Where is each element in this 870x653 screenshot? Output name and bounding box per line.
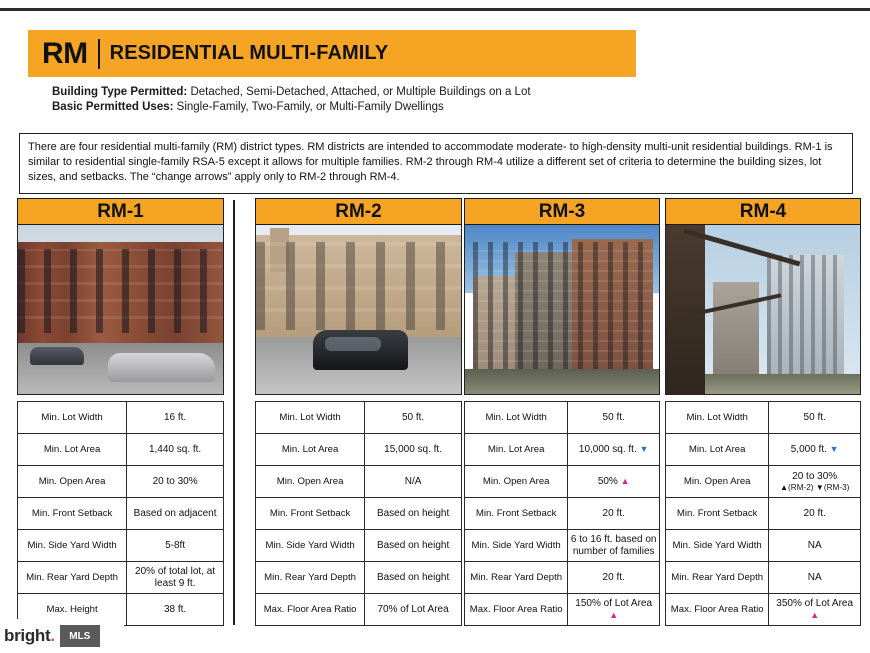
spec-value	[769, 594, 861, 626]
spec-label: Min. Lot Width	[666, 402, 769, 434]
parked-car-silver	[108, 353, 215, 382]
table-row	[256, 530, 462, 562]
spec-value: 38 ft.	[127, 594, 224, 626]
description-text: There are four residential multi-family (RM) district types. RM districts are intended to accommodate moderate- to high-density multi-unit residential buildings. RM-1 is similar to residential single-family RSA-5 except it allows for multiple families. RM-2 through RM-4 utilize a different set of criteria to determine the building sizes, lot sizes, and setbacks. The “change arrows” apply only to RM-2 through RM-4.	[28, 141, 833, 184]
increase-arrow-icon: ▲	[620, 475, 630, 486]
spec-label: Min. Front Setback	[256, 498, 365, 530]
spec-value-text: 20 to 30%	[792, 470, 838, 482]
spec-label: Min. Open Area	[18, 466, 127, 498]
permitted-uses-value: Single-Family, Two-Family, or Multi-Family Dwellings	[173, 101, 444, 113]
spec-value: 20 ft.	[568, 498, 660, 530]
parked-car-dark	[30, 347, 83, 366]
spec-value: Based on adjacent	[127, 498, 224, 530]
spec-value-text: 150% of Lot Area	[575, 597, 653, 609]
table-row	[256, 466, 462, 498]
apartment-block-with-van-photo	[255, 225, 462, 395]
arrow-comparison-note: ▲(RM-2) ▼(RM-3)	[779, 482, 850, 492]
spec-label: Min. Front Setback	[465, 498, 568, 530]
spec-label: Min. Rear Yard Depth	[18, 562, 127, 594]
spec-label: Min. Front Setback	[18, 498, 127, 530]
mid-rise-towers-photo	[464, 225, 660, 395]
spec-table-rm-1	[17, 401, 224, 626]
spec-value: NA	[769, 530, 861, 562]
spec-label: Max. Height	[18, 594, 127, 626]
spec-value: NA	[769, 562, 861, 594]
district-banner	[28, 30, 636, 77]
table-row	[666, 466, 861, 498]
description-box	[19, 133, 853, 194]
spec-value: 20 to 30%	[127, 466, 224, 498]
district-column-rm-2	[255, 198, 462, 626]
table-row	[666, 498, 861, 530]
parked-van	[313, 330, 407, 371]
spec-label: Max. Floor Area Ratio	[256, 594, 365, 626]
table-row	[18, 498, 224, 530]
spec-value-text: 5,000 ft.	[790, 443, 827, 455]
table-row	[256, 594, 462, 626]
background-building	[713, 282, 760, 373]
spec-table-rm-3	[464, 401, 660, 626]
table-row	[666, 402, 861, 434]
window-pattern	[18, 249, 223, 334]
spec-value: 5-8ft	[127, 530, 224, 562]
window-pattern	[473, 242, 653, 370]
table-row	[666, 562, 861, 594]
spec-value-text: 10,000 sq. ft.	[578, 443, 637, 455]
spec-label: Min. Side Yard Width	[465, 530, 568, 562]
table-row	[666, 434, 861, 466]
building-type-label: Building Type Permitted:	[52, 86, 188, 98]
table-row	[18, 402, 224, 434]
spec-label: Min. Lot Area	[256, 434, 365, 466]
spec-value: 1,440 sq. ft.	[127, 434, 224, 466]
table-row	[256, 562, 462, 594]
table-row	[256, 498, 462, 530]
spec-label: Min. Lot Area	[666, 434, 769, 466]
table-row	[465, 498, 660, 530]
column-heading-rm-4: RM-4	[665, 198, 861, 225]
spec-value: 20 ft.	[568, 562, 660, 594]
banner-divider	[98, 39, 100, 69]
permitted-uses-label: Basic Permitted Uses:	[52, 101, 174, 113]
watermark	[0, 619, 124, 653]
permitted-uses-line	[52, 101, 752, 113]
decrease-arrow-icon: ▼	[639, 443, 649, 454]
table-row	[18, 466, 224, 498]
spec-table-rm-4	[665, 401, 861, 626]
spec-value: 50 ft.	[365, 402, 462, 434]
building-type-value: Detached, Semi-Detached, Attached, or Multiple Buildings on a Lot	[187, 86, 531, 98]
high-rise-building	[767, 255, 845, 373]
district-code: RM	[42, 36, 88, 70]
district-column-rm-3	[464, 198, 660, 626]
district-column-rm-1	[17, 198, 224, 626]
decrease-arrow-icon: ▼	[829, 443, 839, 454]
spec-value: 20 ft.	[769, 498, 861, 530]
spec-label: Min. Lot Width	[256, 402, 365, 434]
spec-label: Max. Floor Area Ratio	[465, 594, 568, 626]
spec-value: 15,000 sq. ft.	[365, 434, 462, 466]
spec-label: Min. Side Yard Width	[18, 530, 127, 562]
spec-value	[769, 434, 861, 466]
spec-value-text: 50%	[597, 475, 618, 487]
spec-value: 16 ft.	[127, 402, 224, 434]
spec-value: 70% of Lot Area	[365, 594, 462, 626]
spec-label: Min. Open Area	[465, 466, 568, 498]
spec-value: N/A	[365, 466, 462, 498]
column-heading-rm-1: RM-1	[17, 198, 224, 225]
watermark-badge: MLS	[60, 625, 100, 647]
spec-value: Based on height	[365, 530, 462, 562]
column-heading-rm-2: RM-2	[255, 198, 462, 225]
spec-value: 20% of total lot, at least 9 ft.	[127, 562, 224, 594]
spec-value: 50 ft.	[568, 402, 660, 434]
district-title: RESIDENTIAL MULTI-FAMILY	[109, 42, 389, 64]
spec-value	[769, 466, 861, 498]
table-row	[666, 594, 861, 626]
table-row	[18, 562, 224, 594]
tree-trunk	[666, 225, 705, 394]
table-row	[465, 466, 660, 498]
high-rise-tower-photo	[665, 225, 861, 395]
permitted-info	[52, 86, 752, 116]
window-pattern	[256, 242, 461, 330]
table-row	[18, 434, 224, 466]
spec-label: Min. Lot Width	[465, 402, 568, 434]
spec-value	[568, 434, 660, 466]
spec-label: Min. Lot Area	[465, 434, 568, 466]
spec-label: Min. Open Area	[256, 466, 365, 498]
spec-label: Min. Side Yard Width	[666, 530, 769, 562]
spec-table-rm-2	[255, 401, 462, 626]
spec-value	[568, 594, 660, 626]
spec-label: Min. Rear Yard Depth	[666, 562, 769, 594]
table-row	[18, 530, 224, 562]
watermark-brand	[0, 626, 55, 646]
spec-label: Min. Front Setback	[666, 498, 769, 530]
spec-label: Min. Open Area	[666, 466, 769, 498]
spec-label: Min. Side Yard Width	[256, 530, 365, 562]
spec-label: Min. Lot Width	[18, 402, 127, 434]
spec-value: 6 to 16 ft. based on number of families	[568, 530, 660, 562]
spec-value: Based on height	[365, 498, 462, 530]
table-row	[256, 402, 462, 434]
watermark-dot: .	[50, 626, 55, 645]
spec-label: Min. Rear Yard Depth	[256, 562, 365, 594]
spec-value: 50 ft.	[769, 402, 861, 434]
increase-arrow-icon: ▲	[609, 609, 619, 620]
building-type-line	[52, 86, 752, 98]
watermark-brand-text: bright	[4, 626, 51, 645]
table-row	[465, 562, 660, 594]
table-row	[465, 530, 660, 562]
increase-arrow-icon: ▲	[810, 609, 820, 620]
column-heading-rm-3: RM-3	[464, 198, 660, 225]
table-row	[666, 530, 861, 562]
district-column-rm-4	[665, 198, 861, 626]
table-row	[465, 402, 660, 434]
spec-label: Min. Rear Yard Depth	[465, 562, 568, 594]
spec-value-text: 350% of Lot Area	[776, 597, 854, 609]
spec-label: Min. Lot Area	[18, 434, 127, 466]
column-separator	[233, 200, 235, 625]
spec-label: Max. Floor Area Ratio	[666, 594, 769, 626]
table-row	[256, 434, 462, 466]
table-row	[465, 434, 660, 466]
table-row	[465, 594, 660, 626]
spec-value: Based on height	[365, 562, 462, 594]
rowhouse-street-photo	[17, 225, 224, 395]
top-divider	[0, 8, 870, 11]
spec-value	[568, 466, 660, 498]
ground-area	[465, 369, 659, 394]
